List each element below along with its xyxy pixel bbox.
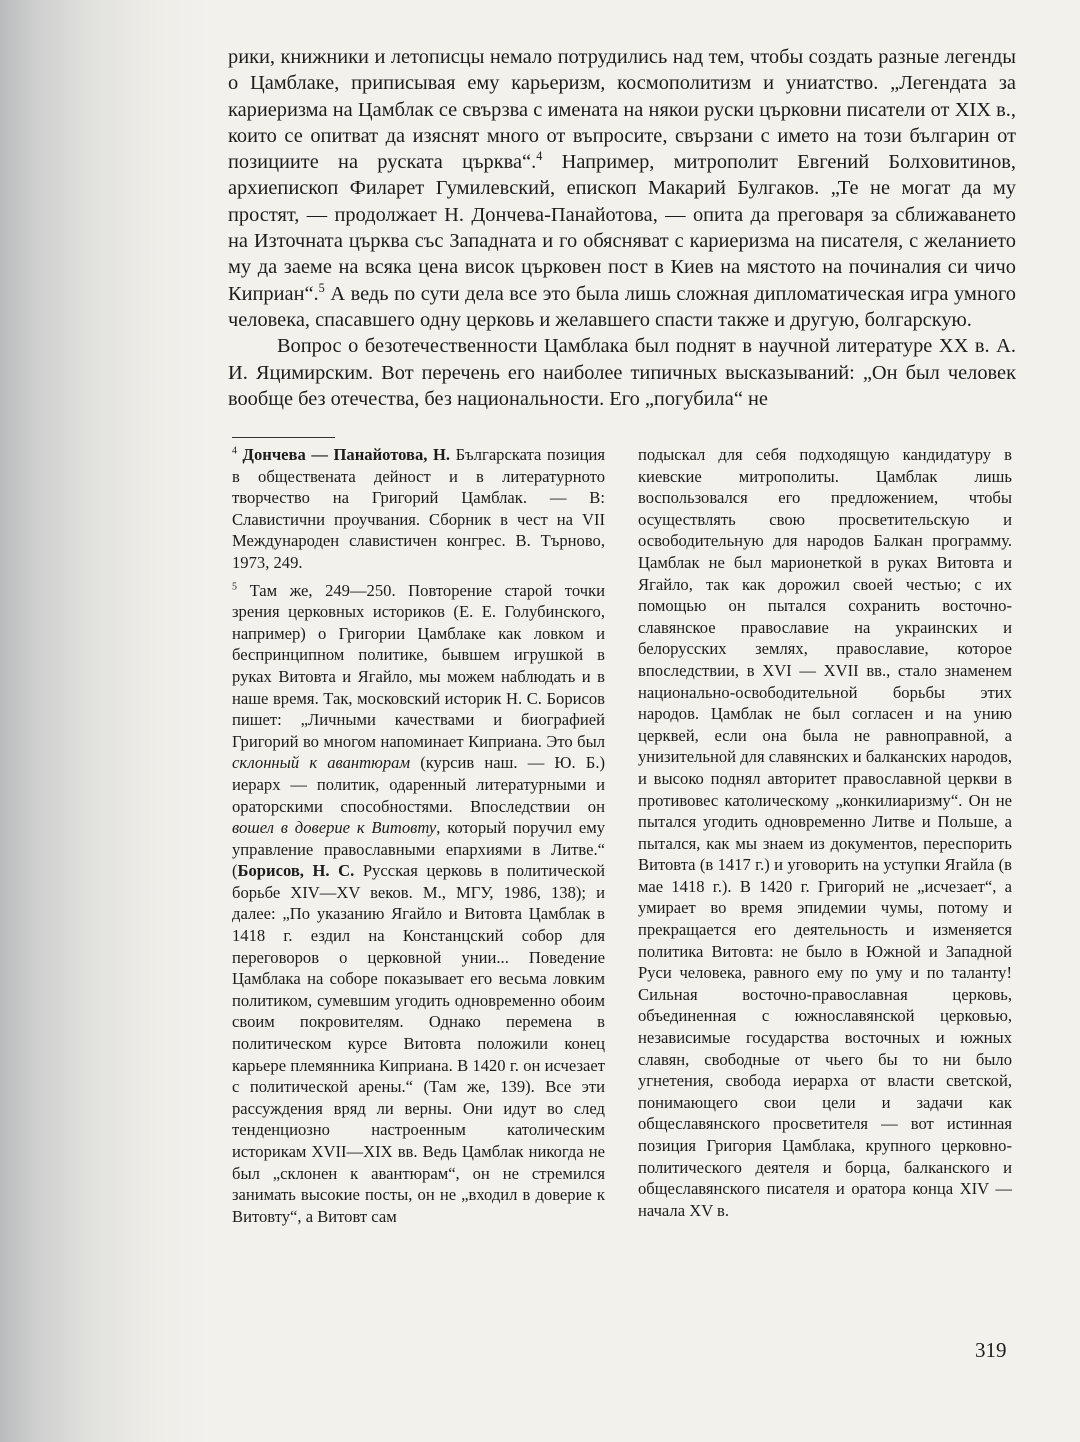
book-gutter-shadow bbox=[0, 0, 210, 1442]
footnotes-left-column bbox=[232, 444, 605, 1233]
main-text bbox=[228, 44, 1016, 412]
paragraph-2: Вопрос о безотечественности Цамблака был поднят в научной литературе XX в. А. И. Яцимирским. Вот перечень его наиболее типичных высказываний: „Он был человек вообще без отечества, без национальности. Его „погубила“ не bbox=[228, 335, 1016, 410]
page-number: 319 bbox=[975, 1338, 1007, 1362]
footnote-separator bbox=[232, 437, 335, 438]
footnote-4: $^4$ Дончева — Панайотова, Н. Българската позиция в обществената дейност и в литературното творчество на Григорий Цамблак. — В: Славистични проучвания. Сборник в чест на VII Международен славистичен конгрес. В. Търново, 1973, 249. bbox=[232, 445, 605, 572]
footnote-5-continued: подыскал для себя подходящую кандидатуру в киевские митрополиты. Цамблак лишь воспользовался его предложением, чтобы осуществлять свою просветительскую и освободительную для народов Балкан программу. Цамблак не был марионеткой в руках Витовта и Ягайло, так как дорожил своей честью; с их помощью он пытался сохранить восточно-славянское православие на украинских и белорусских землях, православие, которое впоследствии, в XVI — XVII вв., стало знаменем национально-освободительной борьбы этих народов. Цамблак не был согласен и на унию церквей, если она была не равноправной, а унизительной для славянских и балканских народов, и высоко поднял авторитет православной церкви в противовес католическому „конкилиаризму“. Он не пытался угодить одновременно Литве и Польше, а пытался, как мы знаем из документов, переспорить Витовта (в 1417 г.) и уговорить на уступки Ягайла (в мае 1418 г.). В 1420 г. Григорий не „исчезает“, а умирает во время эпидемии чумы, потому и прекращается его деятельность и изменяется политика Витовта: не было в Южной и Западной Руси человека, равного ему по уму и по таланту! Сильная восточно-православная церковь, объединенная с южнославянской церковью, независимые государства восточных и южных славян, свободные от чьего бы то ни было угнетения, свобода иерарха от власти светской, понимающего свои цели и задачи как общеславянского просветителя — вот истинная позиция Григория Цамблака, крупного церковно-политического деятеля и борца, балканского и общеславянского писателя и оратора конца XIV — начала XV в. bbox=[638, 445, 1012, 1220]
footnote-5-author: Борисов, Н. С. bbox=[237, 861, 355, 881]
footnote-4-author: Дончева — Панайотова, Н. bbox=[242, 445, 451, 464]
footnote-5: $^5$ Там же, 249—250. Повторение старой точки зрения церковных историков (Е. Е. Голубинского, например) о Григории Цамблаке как ловком и беспринципном политике, бывшем игрушкой в руках Витовта и Ягайло, мы можем наблюдать и в наше время. Так, московский историк Н. С. Борисов пишет: „Личными качествами и биографией Григорий во многом напоминает Киприана. Это был склонный к авантюрам (курсив наш. — Ю. Б.) иерарх — политик, одаренный литературными и ораторскими способностями. Впоследствии он вошел в доверие к Витовту, который поручил ему управление православными епархиями в Литве.“ (Борисов, Н. С. Русская церковь в политической борьбе XIV—XV веков. М., МГУ, 1986, 138); и далее: „По указанию Ягайло и Витовта Цамблак в 1418 г. ездил на Констанцский собор для переговоров о церковной унии... Поведение Цамблака на соборе показывает его весьма ловким политиком, сумевшим угодить одновременно обоим своим покровителям. Однако перемена в политическом курсе Витовта положили конец карьере племянника Киприана. В 1420 г. он исчезает с политической арены.“ (Там же, 139). Все эти рассуждения вряд ли верны. Они идут во след тенденциозно настроенным католическим историкам XVII—XIX вв. Ведь Цамблак никогда не был „склонен к авантюрам“, он не стремился занимать высокие посты, он не „входил в доверие к Витовту“, а Витовт сам bbox=[232, 580, 606, 1226]
paragraph-1: рики, книжники и летописцы немало потрудились над тем, чтобы создать разные легенды о Цамблаке, приписывая ему карьеризм, космополитизм и униатство. „Легендата за кариеризма на Цамблак се свързва с имената на някои руски църковни писатели от XIX в., които се опитват да изяснят много от въпросите, свързани с името на този българин от позициите на руската църква“.$^4$ Например, митрополит Евгений Болховитинов, архиепископ Филарет Гумилевский, епископ Макарий Булгаков. „Те не могат да му простят, — продолжает Н. Дончева-Панайотова, — опита да преговаря за сближаването на Източната църква със Западната и го обясняват с кариеризма на писателя, с желанието му да заеме на всяка цена висок църковен пост в Киев на мястото на починалия си чичо Киприан“.$^5$ А ведь по сути дела все это была лишь сложная дипломатическая игра умного человека, спасавшего одну церковь и желавшего спасти также и другую, болгарскую. bbox=[228, 46, 1017, 331]
footnotes-right-column bbox=[638, 444, 1012, 1227]
footnote-ref-5[interactable]: 5 bbox=[318, 280, 325, 295]
footnote-ref-4[interactable]: 4 bbox=[536, 149, 543, 164]
